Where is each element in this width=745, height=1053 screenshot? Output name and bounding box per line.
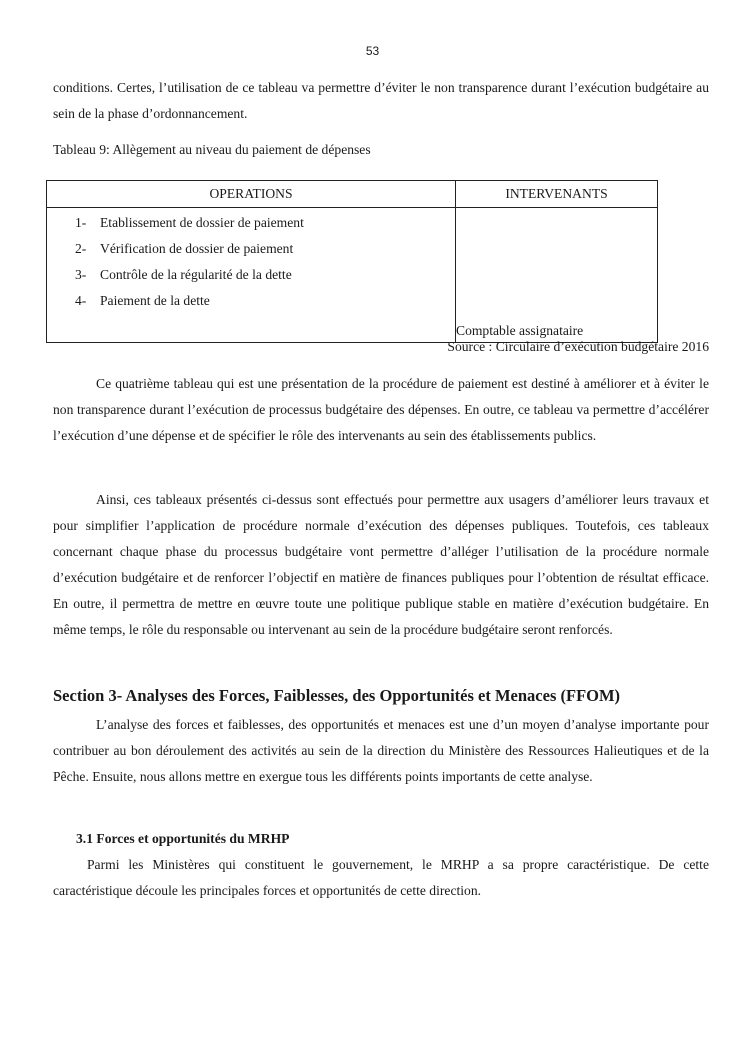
list-item <box>47 288 455 314</box>
section-title: Section 3- Analyses des Forces, Faiblesses, des Opportunités et Menaces (FFOM) <box>53 686 621 705</box>
paragraph-tables-summary: Ainsi, ces tableaux présentés ci-dessus sont effectués pour permettre aux usagers d’améliorer leurs travaux et pour simplifier l’application de procédure normale d’exécution des dépenses publiques. Toutefois, ces tableaux concernant chaque phase du processus budgétaire vont permettre d’alléger l’utilisation de la procédure normale d’exécution budgétaire et de renforcer l’objectif en matière de finances publiques pour l’obtention de résultat efficace. En outre, il permettra de mettre en œuvre toute une politique publique stable en matière d’exécution budgétaire. En même temps, le rôle du responsable ou intervenant au sein de la procédure budgétaire seront renforcés. <box>53 492 709 637</box>
page-number: 53 <box>365 44 380 58</box>
table-header-row <box>47 181 658 208</box>
list-item <box>47 262 455 288</box>
operation-label: Contrôle de la régularité de la dette <box>100 267 292 282</box>
operation-label: Etablissement de dossier de paiement <box>100 215 304 230</box>
list-item <box>47 210 455 236</box>
list-number: 1- <box>75 215 87 230</box>
paragraph-mrhp-text: Parmi les Ministères qui constituent le gouvernement, le MRHP a sa propre caractéristique. De cette caractéristique découle les principales forces et opportunités de cette direction. <box>53 857 709 898</box>
operations-cell <box>47 208 456 343</box>
header-operations: OPERATIONS <box>47 181 456 208</box>
list-item <box>47 236 455 262</box>
table-source: Source : Circulaire d’exécution budgétaire 2016 <box>447 339 709 354</box>
table-row <box>47 208 658 343</box>
intervenant-cell: Comptable assignataire <box>456 208 658 343</box>
table-caption: Tableau 9: Allègement au niveau du paiement de dépenses <box>53 142 371 157</box>
header-intervenants: INTERVENANTS <box>456 181 658 208</box>
list-number: 4- <box>75 293 87 308</box>
payment-operations-table <box>46 180 658 343</box>
list-number: 2- <box>75 241 87 256</box>
operations-list <box>47 208 455 342</box>
paragraph-mrhp <box>53 852 709 904</box>
paragraph-intro: conditions. Certes, l’utilisation de ce tableau va permettre d’éviter le non transparence durant l’exécution budgétaire au sein de la phase d’ordonnancement. <box>53 80 709 121</box>
operation-label: Paiement de la dette <box>100 293 210 308</box>
list-number: 3- <box>75 267 87 282</box>
operation-label: Vérification de dossier de paiement <box>100 241 294 256</box>
paragraph-ffom-intro: L’analyse des forces et faiblesses, des opportunités et menaces est une d’un moyen d’analyse importante pour contribuer au bon déroulement des activités au sein de la direction du Ministère des Ressources Halieutiques et de la Pêche. Ensuite, nous allons mettre en exergue tous les différents points importants de cette analyse. <box>53 717 709 784</box>
subsection-title: 3.1 Forces et opportunités du MRHP <box>76 831 290 846</box>
paragraph-table-explanation: Ce quatrième tableau qui est une présentation de la procédure de paiement est destiné à améliorer et à éviter le non transparence durant l’exécution de processus budgétaire des dépenses. En outre, ce tableau va permettre d’accélérer l’exécution d’une dépense et de spécifier le rôle des intervenants au sein des établissements publics. <box>53 376 709 443</box>
